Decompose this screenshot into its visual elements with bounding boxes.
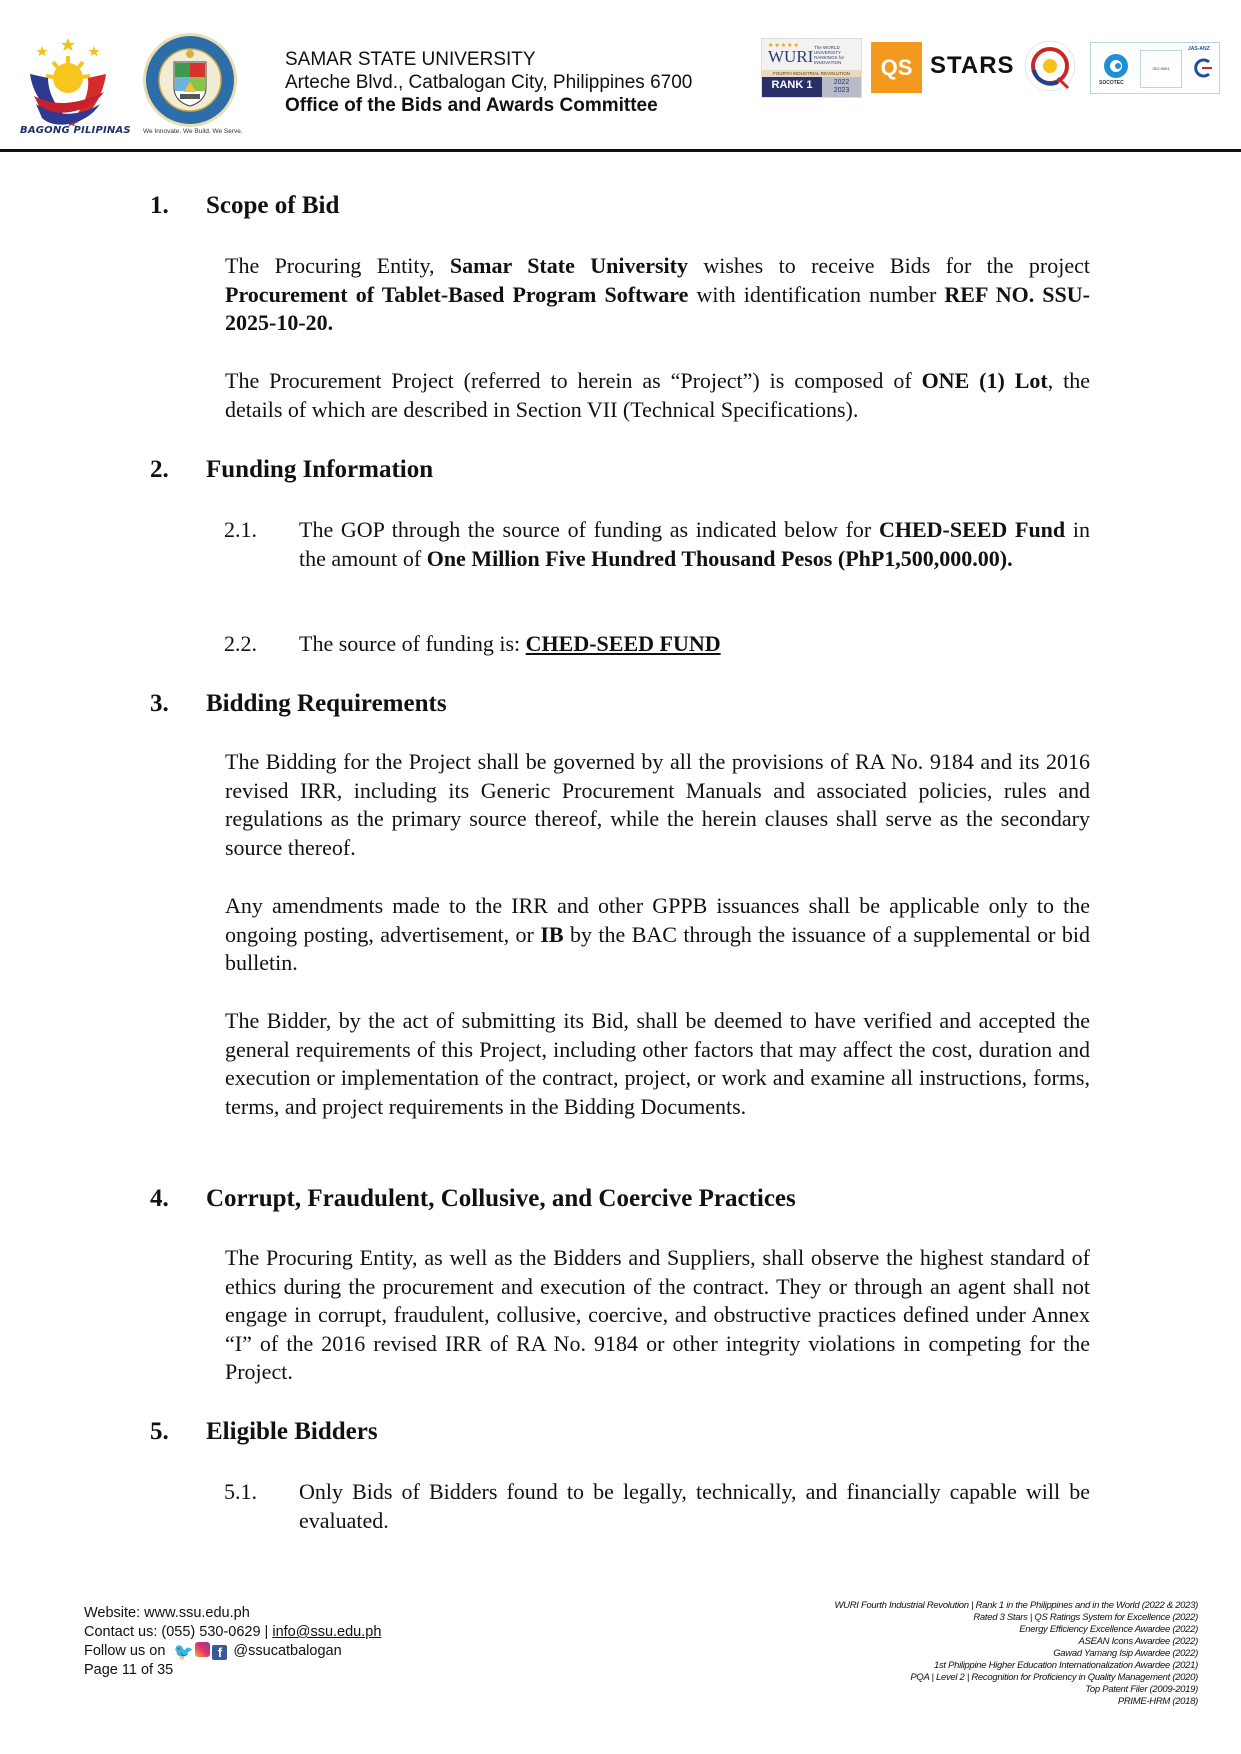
ssu-tagline: We Innovate. We Build. We Serve. [143, 128, 243, 135]
section-number: 4. [150, 1185, 169, 1212]
wuri-band: FOURTH INDUSTRIAL REVOLUTION [762, 70, 861, 77]
footer-social [84, 1642, 381, 1661]
section-title: Funding Information [206, 456, 434, 483]
section-title: Eligible Bidders [206, 1418, 378, 1445]
clause-2-1: 2.1. The GOP through the source of funding as indicated below for CHED-SEED Fund in the amount of One Million Five Hundred Thousand Pesos (PhP1,500,000.00). [224, 517, 1090, 571]
email-link[interactable]: info@ssu.edu.ph [272, 1624, 382, 1640]
award-item: Energy Efficiency Excellence Awardee (2022) [1019, 1624, 1198, 1635]
socotec-logo-icon [1103, 53, 1129, 79]
reference-number: REF NO. SSU-2025-10-20. [225, 281, 1090, 335]
procuring-entity-name: Samar State University [449, 253, 688, 278]
follow-label: Follow us on [84, 1643, 166, 1659]
facebook-icon[interactable]: f [212, 1645, 227, 1660]
university-address: Arteche Blvd., Catbalogan City, Philippines 6700 [285, 72, 693, 93]
awards-list [798, 1600, 1198, 1708]
page-number: Page 11 of 35 [84, 1662, 174, 1678]
jas-anz-logo-icon [1191, 57, 1213, 79]
clause-5-1: 5.1. Only Bids of Bidders found to be legally, technically, and financially capable will be evaluated. [224, 1479, 1090, 1533]
wuri-stars-icon: ★★★★★ [768, 42, 800, 49]
letterhead [0, 0, 1241, 152]
award-item: PRIME-HRM (2018) [1117, 1696, 1198, 1707]
award-item: Gawad Yamang Isip Awardee (2022) [1053, 1648, 1198, 1659]
office-name: Office of the Bids and Awards Committee [285, 95, 658, 116]
section-5-heading [150, 1418, 378, 1446]
footer-contact [84, 1604, 381, 1680]
lot-count: ONE (1) Lot [921, 368, 1048, 393]
qs-logo-icon: QS [871, 42, 922, 93]
bagong-pilipinas-logo-icon [20, 34, 132, 138]
header-divider [0, 149, 1241, 152]
section-3-heading [150, 690, 447, 718]
fund-name: CHED-SEED Fund [878, 517, 1066, 542]
university-name: SAMAR STATE UNIVERSITY [285, 49, 536, 70]
section-3-paragraph-2: Any amendments made to the IRR and other GPPB issuances shall be applicable only to the ongoing posting, advertisement, or IB by the BAC through the issuance of a supplemental or bid bulletin. [225, 893, 1090, 975]
twitter-icon[interactable]: 🐦 [173, 1644, 194, 1661]
ib-abbrev: IB [540, 921, 564, 947]
section-number: 3. [150, 690, 169, 717]
wuri-year-2: 2023 [833, 87, 850, 94]
award-item: Top Patent Filer (2009-2019) [1085, 1684, 1198, 1695]
funding-source: CHED-SEED FUND [525, 631, 721, 656]
footer-contact-line: Contact us: (055) 530-0629 | info@ssu.edu.ph [84, 1624, 382, 1640]
ssu-seal-icon [142, 32, 238, 128]
wuri-year-1: 2022 [833, 79, 850, 86]
wuri-wordmark: WURI [768, 47, 814, 66]
jas-anz-label: JAS-ANZ [1188, 46, 1210, 52]
letterhead-text [285, 48, 692, 117]
award-item: PQA | Level 2 | Recognition for Proficiency in Quality Management (2020) [910, 1672, 1198, 1683]
section-4-heading [150, 1185, 796, 1213]
socotec-label: SOCOTEC [1099, 80, 1124, 86]
wuri-rank: RANK 1 [762, 77, 822, 97]
wuri-badge [761, 38, 862, 98]
award-item: 1st Philippine Higher Education Internationalization Awardee (2021) [933, 1660, 1198, 1671]
section-1-paragraph-2: The Procurement Project (referred to herein as “Project”) is composed of ONE (1) Lot, the details of which are described in Section VII (Technical Specifications). [225, 368, 1090, 422]
section-title: Scope of Bid [206, 192, 340, 219]
social-handle: @ssucatbalogan [233, 1643, 342, 1659]
section-number: 1. [150, 192, 169, 219]
section-number: 5. [150, 1418, 169, 1445]
socotec-certification-badge [1090, 42, 1220, 94]
philippine-quality-award-icon [1024, 40, 1076, 92]
footer-website: Website: www.ssu.edu.ph [84, 1605, 250, 1621]
section-1-paragraph-1: The Procuring Entity, Samar State University wishes to receive Bids for the project Procurement of Tablet-Based Program Software with identification number REF NO. SSU-2025-10-20. [225, 253, 1090, 335]
section-2-heading [150, 456, 433, 484]
section-3-paragraph-1: The Bidding for the Project shall be governed by all the provisions of RA No. 9184 and its 2016 revised IRR, including its Generic Procurement Manuals and associated policies, rules and regulations as the primary source thereof, while the herein clauses shall serve as the secondary source thereof. [225, 749, 1090, 860]
fund-amount: One Million Five Hundred Thousand Pesos (PhP1,500,000.00). [426, 545, 1013, 571]
project-name: Procurement of Tablet-Based Program Software [225, 281, 689, 307]
clause-number: 2.1. [224, 517, 257, 542]
award-item: WURI Fourth Industrial Revolution | Rank 1 in the Philippines and in the World (2022 & 2023) [834, 1600, 1198, 1611]
bagong-pilipinas-wordmark: BAGONG PILIPINAS [20, 125, 131, 136]
section-title: Bidding Requirements [206, 690, 447, 717]
instagram-icon[interactable] [195, 1642, 210, 1657]
section-title: Corrupt, Fraudulent, Collusive, and Coercive Practices [206, 1185, 796, 1212]
qs-stars-label: STARS [930, 52, 1015, 79]
wuri-years [822, 77, 861, 97]
award-item: ASEAN Icons Awardee (2022) [1078, 1636, 1198, 1647]
clause-2-2: 2.2. The source of funding is: CHED-SEED FUND [224, 630, 1090, 659]
section-1-heading [150, 192, 339, 220]
award-item: Rated 3 Stars | QS Ratings System for Excellence (2022) [973, 1612, 1198, 1623]
section-3-paragraph-3: The Bidder, by the act of submitting its Bid, shall be deemed to have verified and accepted the general requirements of this Project, including other factors that may affect the cost, duration and execution or implementation of the contract, project, or work and examine all instructions, forms, terms, and project requirements in the Bidding Documents. [225, 1008, 1090, 1119]
clause-number: 5.1. [224, 1479, 257, 1504]
wuri-subtitle: The WORLD UNIVERSITY RANKINGS for INNOVATION [814, 45, 845, 65]
section-number: 2. [150, 456, 169, 483]
section-4-paragraph-1: The Procuring Entity, as well as the Bidders and Suppliers, shall observe the highest standard of ethics during the procurement and execution of the contract. They or through an agent shall not engage in corrupt, fraudulent, collusive, coercive, and obstructive practices defined under Annex “I” of the 2016 revised IRR of RA No. 9184 or other integrity violations in competing for the Project. [225, 1245, 1090, 1384]
clause-number: 2.2. [224, 631, 257, 656]
iso-label: ISO 9001 [1140, 50, 1182, 88]
